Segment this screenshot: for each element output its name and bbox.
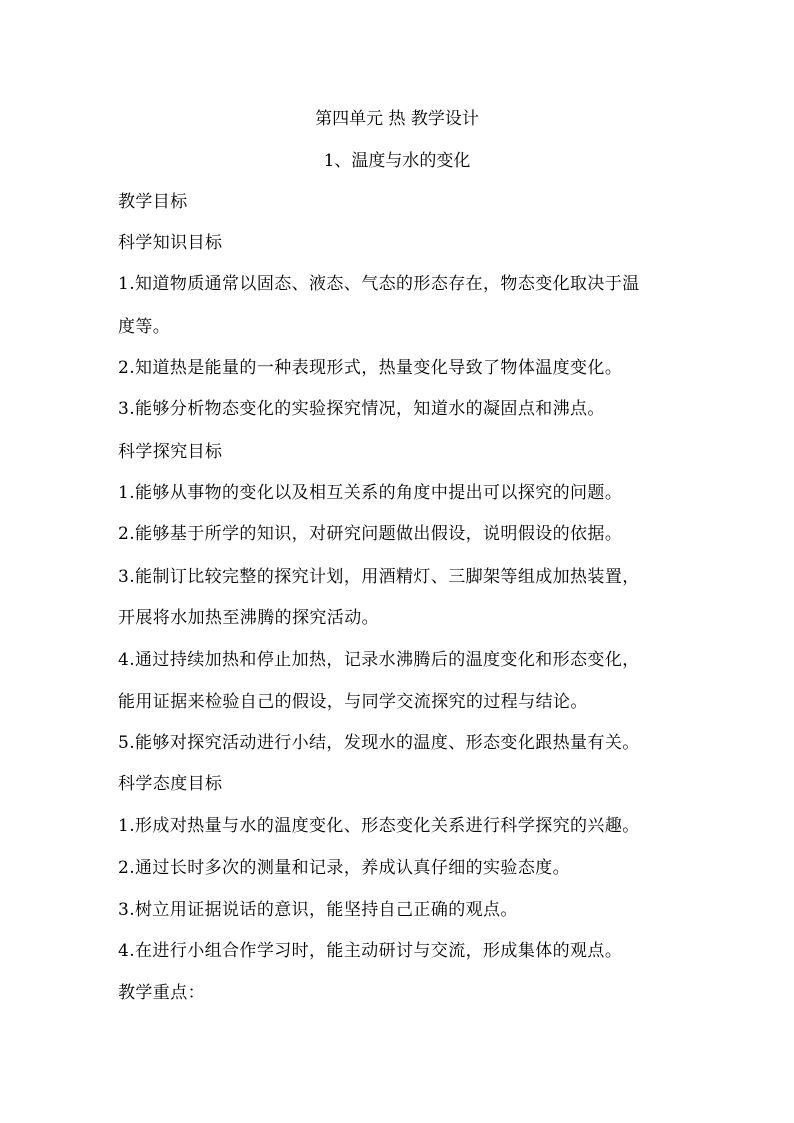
- heading-attitude-goals: 科学态度目标: [118, 774, 223, 794]
- paragraph-line: 3.能制订比较完整的探究计划，用酒精灯、三脚架等组成加热装置，: [118, 567, 640, 587]
- paragraph-line: 3.能够分析物态变化的实验探究情况，知道水的凝固点和沸点。: [118, 399, 605, 419]
- paragraph-line: 1.能够从事物的变化以及相互关系的角度中提出可以探究的问题。: [118, 483, 623, 503]
- paragraph-line: 1.形成对热量与水的温度变化、形态变化关系进行科学探究的兴趣。: [118, 816, 640, 836]
- document-title: 第四单元 热 教学设计: [315, 109, 479, 129]
- paragraph-line: 1.知道物质通常以固态、液态、气态的形态存在，物态变化取决于温: [118, 274, 640, 294]
- paragraph-line: 4.通过持续加热和停止加热，记录水沸腾后的温度变化和形态变化，: [118, 650, 640, 670]
- paragraph-line: 2.通过长时多次的测量和记录，养成认真仔细的实验态度。: [118, 858, 571, 878]
- paragraph-line: 5.能够对探究活动进行小结，发现水的温度、形态变化跟热量有关。: [118, 733, 640, 753]
- paragraph-line: 能用证据来检验自己的假设，与同学交流探究的过程与结论。: [118, 692, 588, 712]
- heading-inquiry-goals: 科学探究目标: [118, 442, 223, 462]
- paragraph-line: 2.知道热是能量的一种表现形式，热量变化导致了物体温度变化。: [118, 358, 623, 378]
- paragraph-line: 4.在进行小组合作学习时，能主动研讨与交流，形成集体的观点。: [118, 941, 623, 961]
- paragraph-line: 度等。: [118, 317, 171, 337]
- paragraph-line: 开展将水加热至沸腾的探究活动。: [118, 608, 379, 628]
- document-subtitle: 1、温度与水的变化: [323, 151, 471, 171]
- paragraph-line: 3.树立用证据说话的意识，能坚持自己正确的观点。: [118, 900, 518, 920]
- heading-key-points: 教学重点：: [118, 983, 205, 1003]
- heading-knowledge-goals: 科学知识目标: [118, 233, 223, 253]
- heading-teaching-goals: 教学目标: [118, 192, 188, 212]
- paragraph-line: 2.能够基于所学的知识，对研究问题做出假设，说明假设的依据。: [118, 524, 623, 544]
